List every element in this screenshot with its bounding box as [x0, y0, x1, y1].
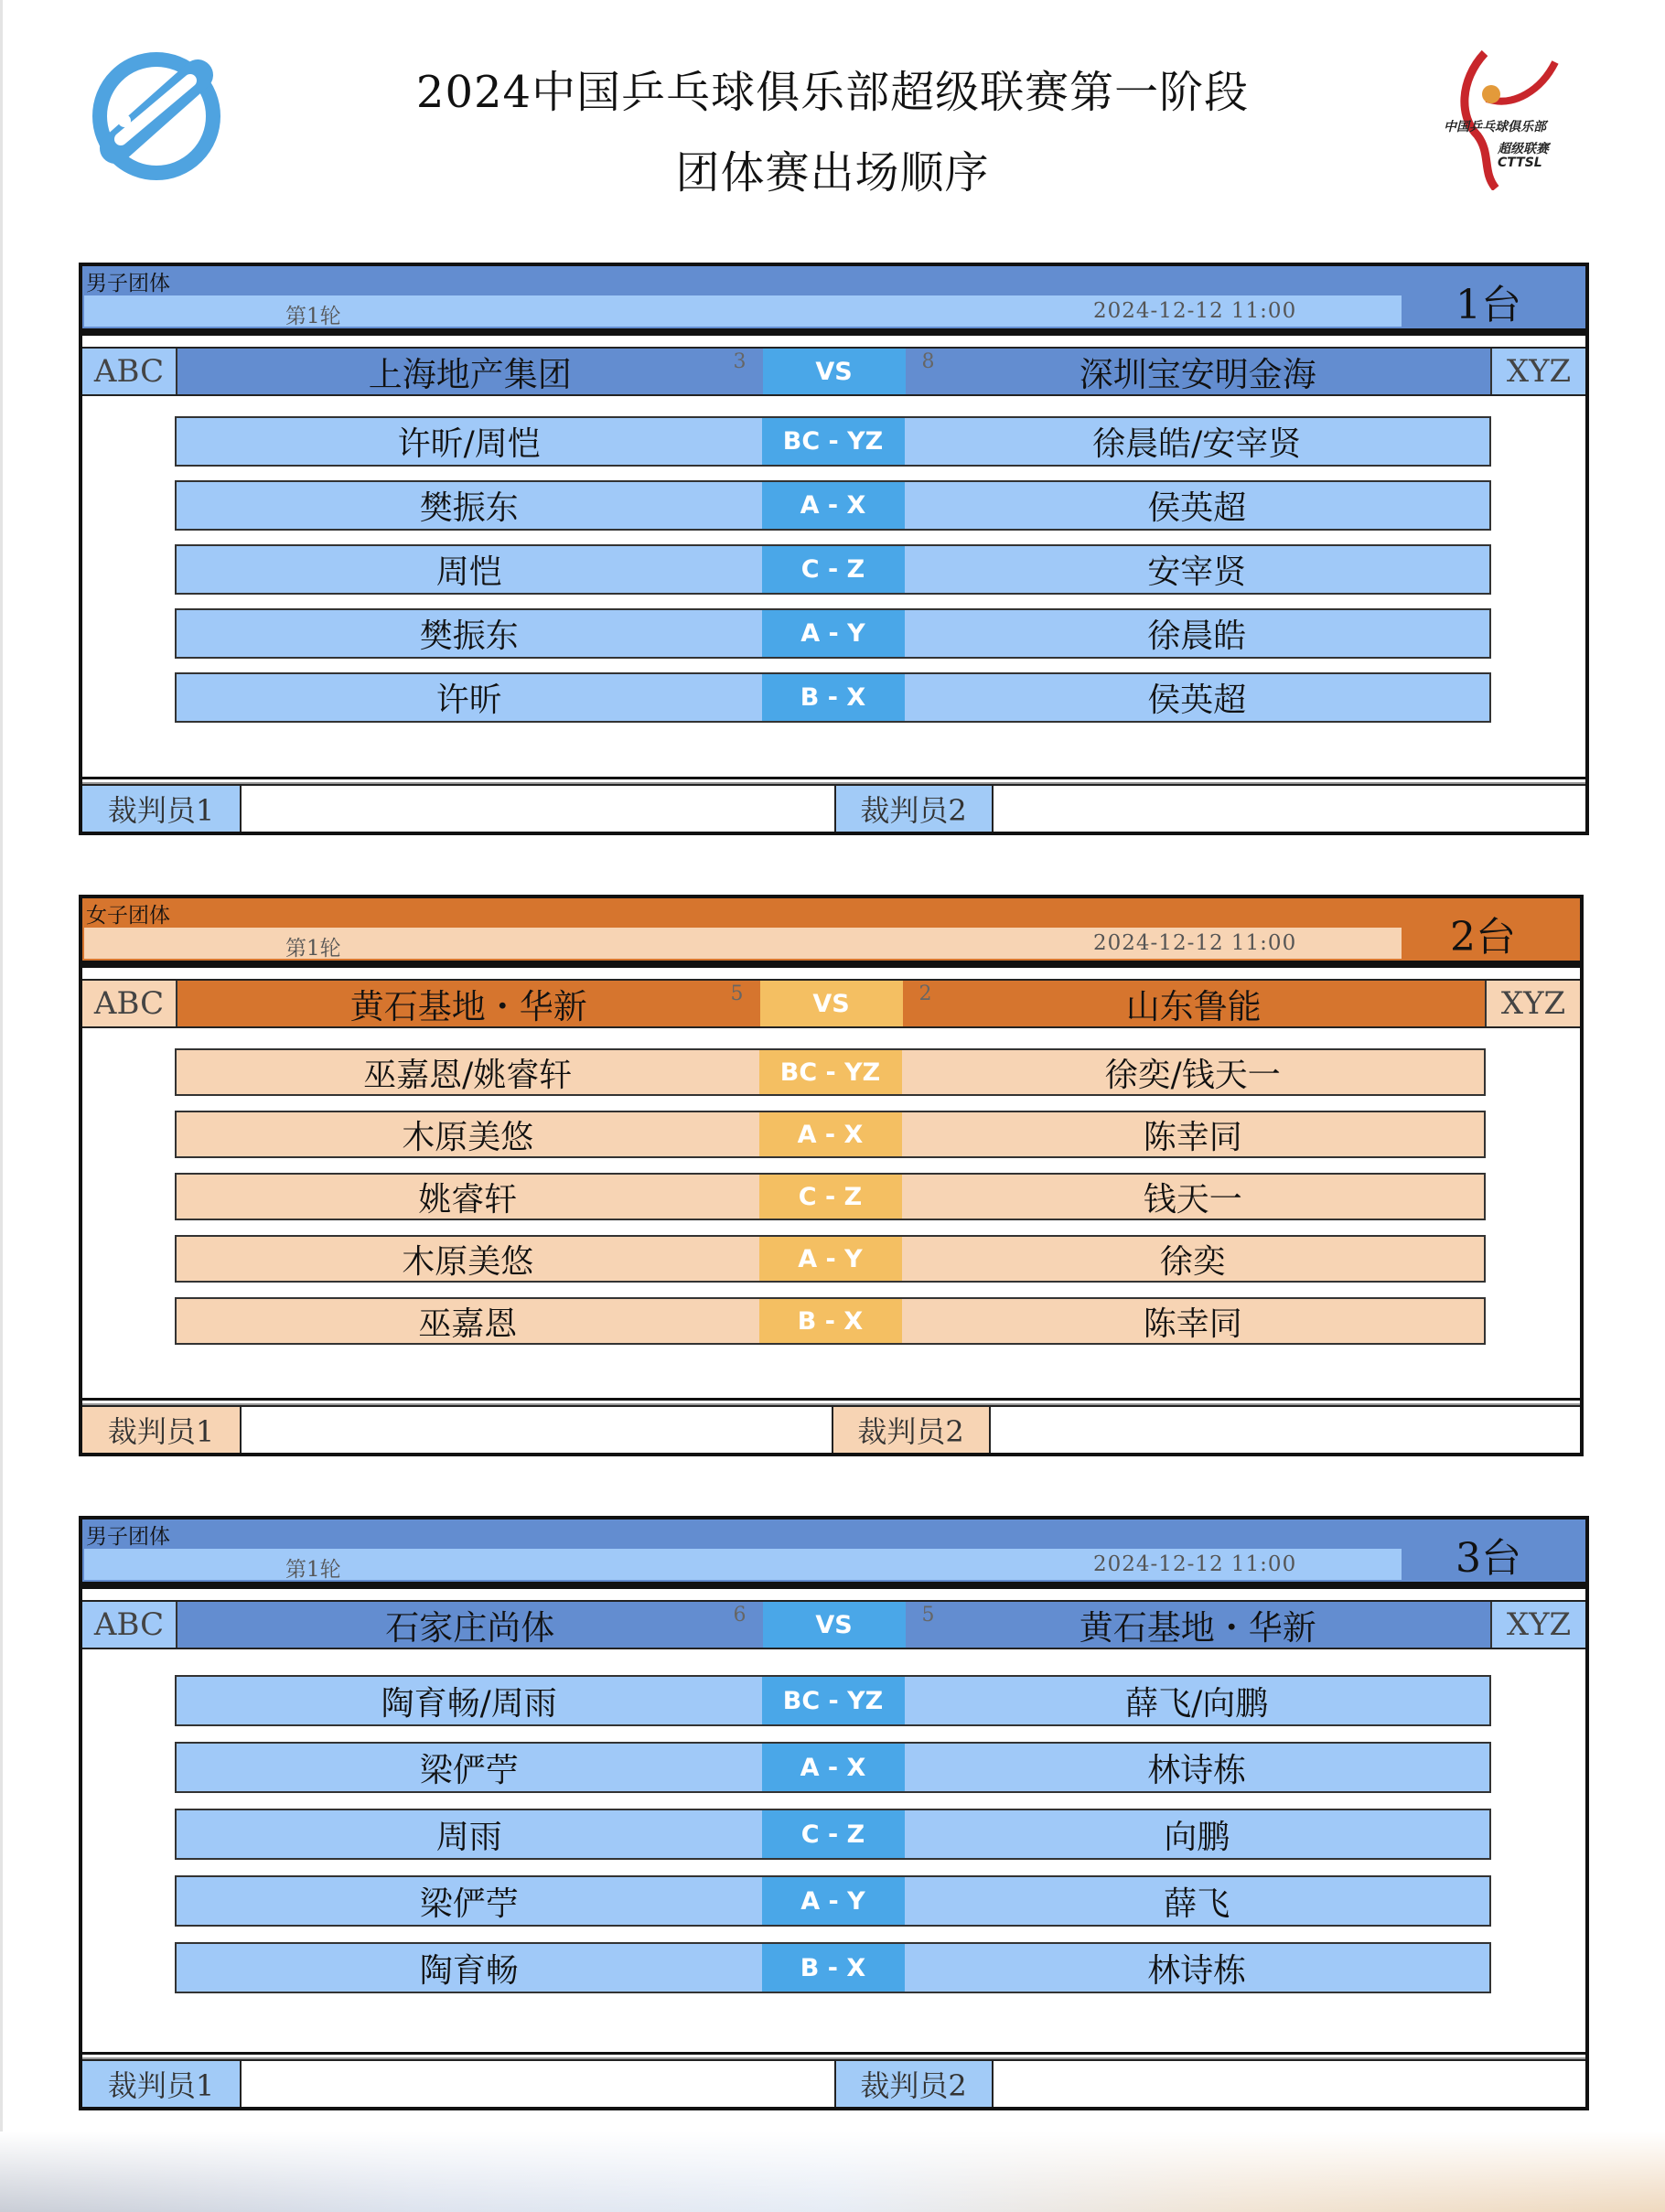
right-code: XYZ: [1485, 981, 1580, 1026]
match-left-player: 樊振东: [419, 617, 519, 655]
match-right-player: 徐晨皓: [1147, 617, 1247, 655]
right-team-name: 山东鲁能: [1125, 987, 1262, 1026]
match-right-player: 薛飞: [1164, 1884, 1230, 1923]
match-left-player: 巫嘉恩: [418, 1305, 518, 1343]
match-right-player: 钱天一: [1143, 1180, 1242, 1219]
round-label: 第1轮: [285, 1558, 341, 1582]
right-team: [903, 981, 1486, 1026]
match-left-player: 木原美悠: [402, 1242, 534, 1281]
left-team-name: 黄石基地・华新: [349, 987, 587, 1026]
referee2-label: 裁判员2: [832, 1407, 991, 1453]
left-score: 6: [733, 1604, 747, 1627]
table-number: 2台: [1450, 914, 1516, 961]
referee2-label: 裁判员2: [834, 2061, 994, 2107]
page-subtitle: 团体赛出场顺序: [675, 147, 990, 199]
match-row: [175, 1942, 1491, 1993]
divider: [82, 961, 1580, 968]
referee1-field[interactable]: [242, 2061, 834, 2107]
match-left-player: 姚睿轩: [418, 1180, 518, 1219]
right-team-name: 黄石基地・华新: [1079, 1608, 1316, 1648]
match-left-player: 樊振东: [419, 489, 519, 527]
match-code: A - X: [759, 1112, 902, 1156]
referee2-field[interactable]: [994, 2061, 1586, 2107]
card-header: [82, 1519, 1585, 1582]
left-team-name: 石家庄尚体: [385, 1608, 555, 1648]
match-right-player: 向鹏: [1164, 1818, 1230, 1856]
left-team: [177, 1602, 763, 1648]
match-list: [82, 396, 1585, 777]
match-datetime: 2024-12-12 11:00: [1093, 1552, 1297, 1576]
right-score: 8: [921, 350, 935, 373]
right-team-name: 深圳宝安明金海: [1079, 355, 1316, 394]
right-team: [906, 1602, 1491, 1648]
match-row: [175, 1742, 1491, 1793]
match-row: [175, 1235, 1486, 1283]
table-number: 3台: [1456, 1535, 1521, 1582]
category-label: 女子团体: [86, 904, 170, 928]
match-right-player: 林诗栋: [1147, 1751, 1247, 1789]
match-right-player: 徐晨皓/安宰贤: [1092, 425, 1302, 463]
match-right-player: 侯英超: [1147, 682, 1247, 719]
match-right-player: 徐奕/钱天一: [1104, 1056, 1281, 1094]
match-left-player: 许昕: [435, 682, 502, 719]
match-row: [175, 1809, 1491, 1860]
divider: [82, 777, 1585, 784]
left-code: ABC: [82, 1602, 177, 1648]
match-right-player: 安宰贤: [1147, 553, 1247, 591]
referee1-label: 裁判员1: [82, 2061, 242, 2107]
right-score: 5: [921, 1604, 935, 1627]
logo-right-line1: 中国乒乓球俱乐部: [1444, 120, 1546, 134]
match-code: A - Y: [759, 1237, 902, 1281]
table-number: 1台: [1456, 282, 1521, 328]
match-list: [82, 1649, 1585, 2052]
match-code: C - Z: [762, 546, 905, 593]
match-code: B - X: [759, 1299, 902, 1343]
match-left-player: 许昕/周恺: [397, 425, 541, 463]
category-label: 男子团体: [86, 1525, 170, 1549]
match-row: [175, 544, 1491, 595]
match-right-player: 徐奕: [1159, 1242, 1226, 1281]
right-team: [906, 349, 1491, 394]
divider: [82, 2052, 1585, 2059]
match-right-player: 陈幸同: [1143, 1305, 1242, 1343]
right-score: 2: [918, 983, 932, 1005]
match-code: A - Y: [762, 1877, 905, 1925]
match-left-player: 梁俨苧: [419, 1884, 519, 1923]
match-left-player: 巫嘉恩/姚睿轩: [363, 1056, 573, 1094]
category-label: 男子团体: [86, 272, 170, 295]
referee1-field[interactable]: [242, 1407, 832, 1453]
bottom-overlay: [0, 2131, 1665, 2212]
match-left-player: 周雨: [435, 1818, 502, 1856]
divider: [82, 1398, 1580, 1405]
match-left-player: 陶育畅/周雨: [381, 1684, 557, 1723]
team-row: [82, 979, 1580, 1028]
match-row: [175, 416, 1491, 467]
match-left-player: 木原美悠: [402, 1118, 534, 1156]
left-code: ABC: [82, 981, 177, 1026]
referee-row: [82, 2059, 1585, 2107]
match-code: B - X: [762, 1944, 905, 1992]
page-edge: [0, 0, 3, 2131]
match-code: BC - YZ: [759, 1050, 902, 1094]
match-code: BC - YZ: [762, 418, 905, 465]
match-row: [175, 1875, 1491, 1927]
match-row: [175, 1048, 1486, 1096]
match-right-player: 侯英超: [1147, 489, 1247, 527]
referee2-label: 裁判员2: [834, 786, 994, 832]
match-row: [175, 672, 1491, 723]
round-label: 第1轮: [285, 305, 341, 328]
left-code: ABC: [82, 349, 177, 394]
match-code: A - X: [762, 482, 905, 529]
left-team-name: 上海地产集团: [368, 355, 572, 394]
match-left-player: 梁俨苧: [419, 1751, 519, 1789]
match-code: C - Z: [762, 1810, 905, 1858]
match-code: A - Y: [762, 610, 905, 657]
match-left-player: 陶育畅: [419, 1951, 519, 1990]
right-code: XYZ: [1490, 349, 1585, 394]
match-row: [175, 1297, 1486, 1345]
card-header: [82, 266, 1585, 328]
match-code: BC - YZ: [762, 1677, 905, 1724]
logo-right-line2: 超级联赛: [1498, 142, 1549, 156]
team-match-card: [79, 1516, 1589, 2110]
page-title: 2024中国乒乓球俱乐部超级联赛第一阶段: [415, 67, 1250, 118]
team-row: [82, 347, 1585, 396]
logo-right-line3: CTTSL: [1498, 156, 1542, 170]
referee1-label: 裁判员1: [82, 786, 242, 832]
team-match-card: [79, 895, 1584, 1456]
right-code: XYZ: [1490, 1602, 1585, 1648]
referee2-field[interactable]: [994, 786, 1586, 832]
vs-label: VS: [763, 1602, 906, 1648]
round-label: 第1轮: [285, 937, 341, 961]
team-match-card: [79, 263, 1589, 835]
left-score: 3: [733, 350, 747, 373]
match-code: C - Z: [759, 1175, 902, 1219]
referee-row: [82, 1405, 1580, 1453]
left-team: [177, 349, 763, 394]
match-code: A - X: [762, 1744, 905, 1791]
vs-label: VS: [763, 349, 906, 394]
match-row: [175, 480, 1491, 531]
match-datetime: 2024-12-12 11:00: [1093, 931, 1297, 955]
match-right-player: 薛飞/向鹏: [1125, 1684, 1269, 1723]
match-right-player: 林诗栋: [1147, 1951, 1247, 1990]
match-left-player: 周恺: [435, 553, 502, 591]
match-row: [175, 1111, 1486, 1158]
team-row: [82, 1600, 1585, 1649]
card-header: [82, 898, 1580, 961]
match-list: [82, 1028, 1580, 1398]
match-code: B - X: [762, 674, 905, 721]
match-row: [175, 1675, 1491, 1726]
match-datetime: 2024-12-12 11:00: [1093, 299, 1297, 323]
divider: [82, 328, 1585, 336]
vs-label: VS: [760, 981, 903, 1026]
match-row: [175, 608, 1491, 659]
divider: [82, 1582, 1585, 1589]
match-row: [175, 1173, 1486, 1220]
left-team: [177, 981, 760, 1026]
referee1-label: 裁判员1: [82, 1407, 242, 1453]
match-right-player: 陈幸同: [1143, 1118, 1242, 1156]
referee1-field[interactable]: [242, 786, 834, 832]
referee-row: [82, 784, 1585, 832]
left-score: 5: [730, 983, 744, 1005]
referee2-field[interactable]: [991, 1407, 1581, 1453]
